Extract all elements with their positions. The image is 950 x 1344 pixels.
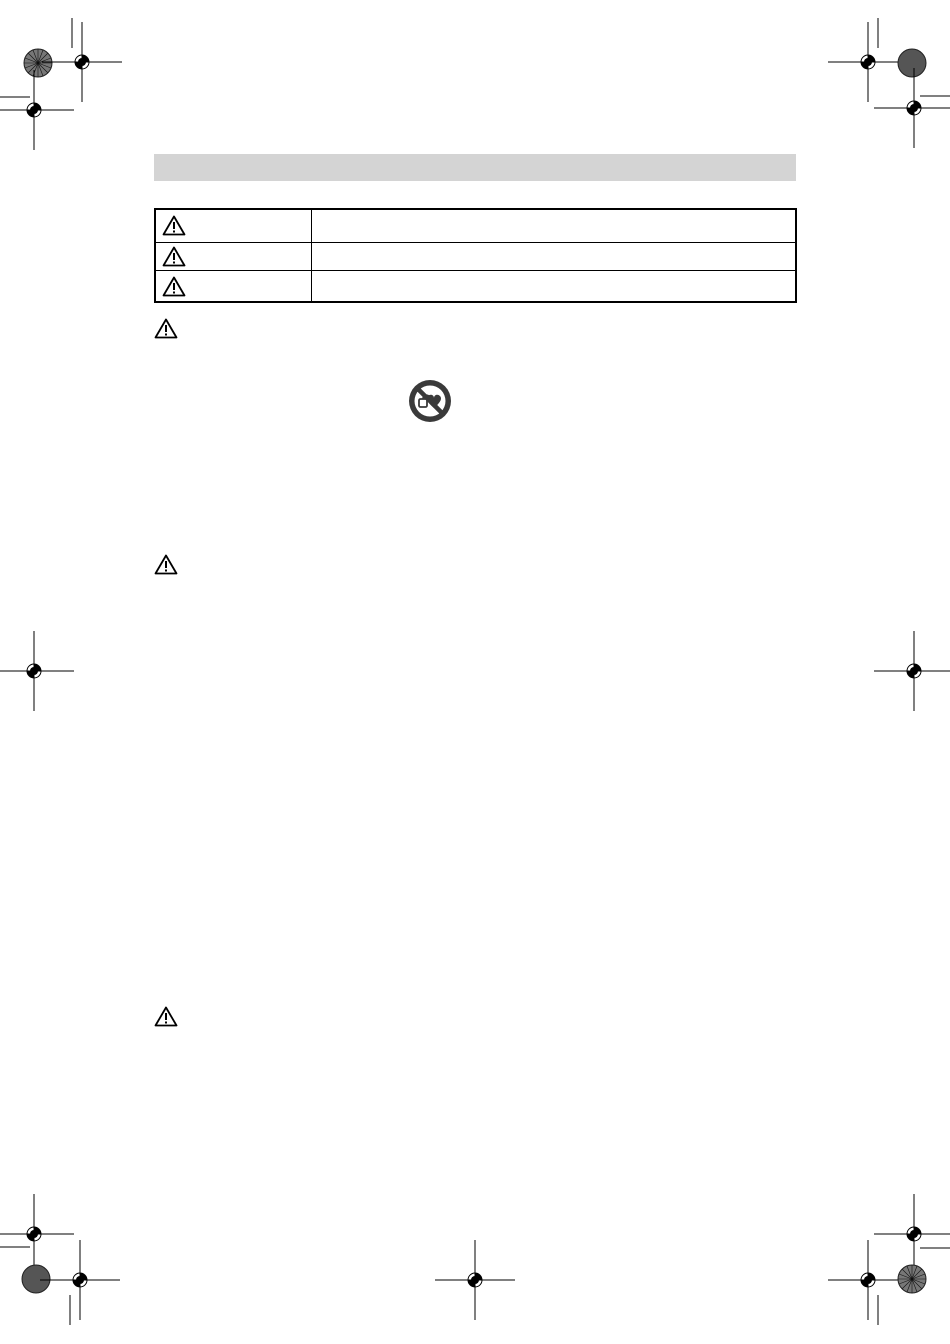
warning-triangle-icon bbox=[154, 1006, 178, 1027]
crosshair-mark-left-upper bbox=[0, 70, 74, 150]
warning-triangle-icon bbox=[154, 554, 178, 575]
crosshair-mark-left-middle bbox=[0, 631, 74, 711]
crosshair-mark-top-left bbox=[42, 22, 122, 102]
crosshair-mark-right-upper bbox=[874, 68, 950, 148]
table-row bbox=[156, 243, 795, 270]
crosshair-mark-bottom-left bbox=[40, 1240, 120, 1320]
crosshair-mark-top-right bbox=[828, 22, 908, 102]
table-text-cell bbox=[313, 243, 795, 270]
table-row bbox=[156, 210, 795, 242]
warning-triangle-icon bbox=[162, 215, 186, 236]
table-icon-cell bbox=[156, 243, 312, 270]
section-warning bbox=[154, 554, 178, 575]
table-row bbox=[156, 271, 795, 301]
warning-triangle-icon bbox=[162, 276, 186, 297]
table-text-cell bbox=[313, 271, 795, 301]
crosshair-mark-bottom-right bbox=[828, 1240, 908, 1320]
solidball-mark-top-right bbox=[898, 49, 926, 77]
section-warning bbox=[154, 318, 178, 339]
section-header-bar bbox=[154, 154, 796, 181]
warning-triangle-icon bbox=[154, 318, 178, 339]
solidball-mark-bottom-left bbox=[22, 1265, 50, 1293]
crosshair-mark-bottom-center bbox=[435, 1240, 515, 1320]
crosshair-mark-left-lower bbox=[0, 1194, 74, 1274]
starburst-mark-bottom-right bbox=[898, 1265, 926, 1293]
table-text-cell bbox=[313, 210, 795, 242]
crosshair-mark-right-middle bbox=[874, 631, 950, 711]
symbol-explanation-table bbox=[154, 208, 797, 303]
warning-triangle-icon bbox=[162, 246, 186, 267]
table-icon-cell bbox=[156, 210, 312, 242]
crosshair-mark-right-lower bbox=[874, 1194, 950, 1274]
no-pacemaker-icon bbox=[406, 378, 454, 424]
section-warning bbox=[154, 1006, 178, 1027]
starburst-mark-top-left bbox=[24, 49, 52, 77]
table-icon-cell bbox=[156, 271, 312, 301]
